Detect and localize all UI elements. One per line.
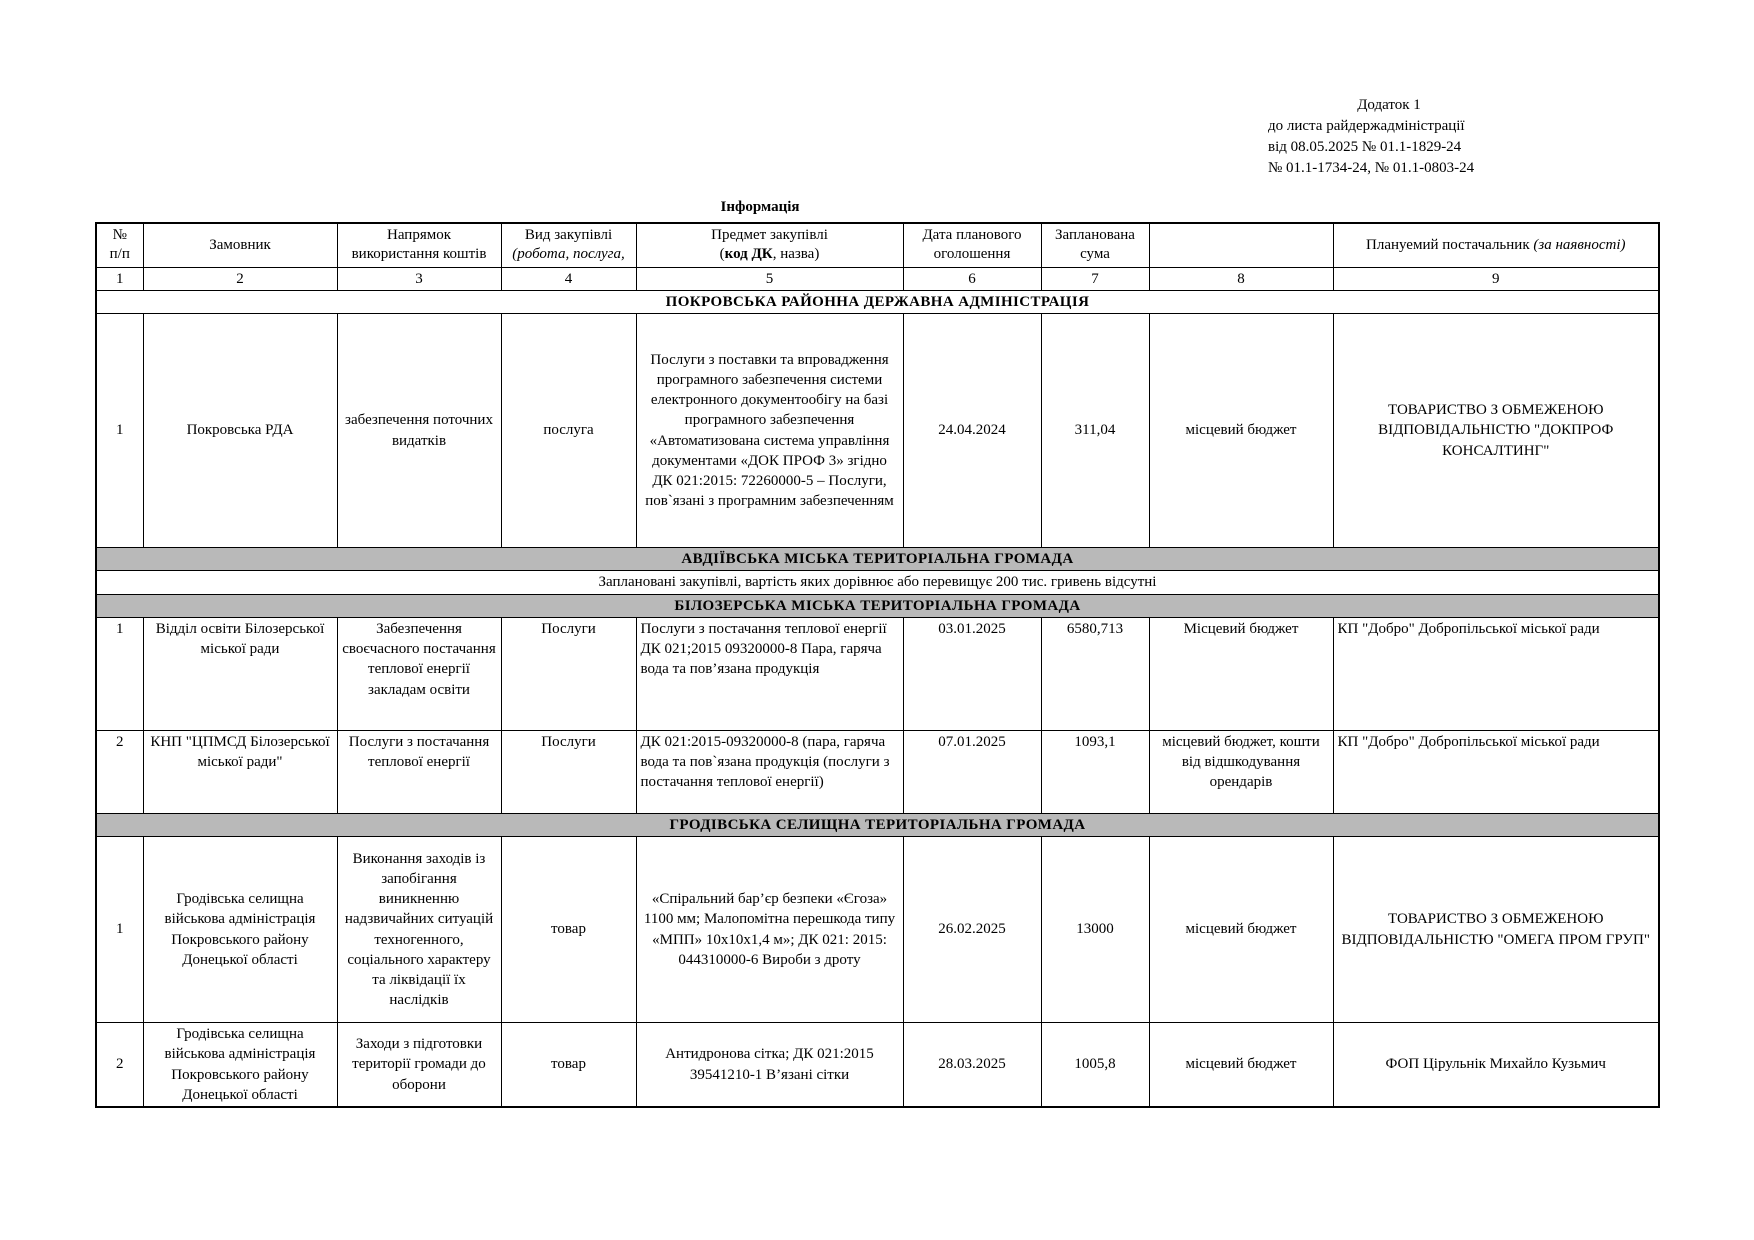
cell-num: 2 — [96, 1023, 143, 1108]
colnum-cell: 2 — [143, 267, 337, 290]
header-supplier — [1333, 223, 1659, 267]
section-header-row-pokrovska — [96, 290, 1659, 313]
cell-date: 28.03.2025 — [903, 1023, 1041, 1108]
cell-funding: місцевий бюджет — [1149, 314, 1333, 548]
note-row — [96, 571, 1659, 594]
header-supplier-italic: (за наявності) — [1533, 236, 1626, 253]
cell-funding: місцевий бюджет — [1149, 837, 1333, 1023]
header-subject — [636, 223, 903, 267]
cell-funding: місцевий бюджет, кошти від відшкодування орендарів — [1149, 730, 1333, 813]
cell-subject: Послуги з постачання теплової енергії ДК 021;2015 09320000-8 Пара, гаряча вода та пов’язана продукція — [636, 617, 903, 730]
cell-funding: Місцевий бюджет — [1149, 617, 1333, 730]
table-row — [96, 314, 1659, 548]
header-num — [96, 223, 143, 267]
cell-customer: КНП "ЦПМСД Білозерської міської ради" — [143, 730, 337, 813]
cell-type: послуга — [501, 314, 636, 548]
page-title: Інформація — [720, 199, 800, 215]
cell-sum: 6580,713 — [1041, 617, 1149, 730]
table-row — [96, 730, 1659, 813]
section-title: АВДІЇВСЬКА МІСЬКА ТЕРИТОРІАЛЬНА ГРОМАДА — [96, 548, 1659, 571]
header-date — [903, 223, 1041, 267]
cell-date: 07.01.2025 — [903, 730, 1041, 813]
cell-customer: Відділ освіти Білозерської міської ради — [143, 617, 337, 730]
colnum-cell: 4 — [501, 267, 636, 290]
cell-subject: Антидронова сітка; ДК 021:2015 39541210-1 В’язані сітки — [636, 1023, 903, 1108]
cell-num: 1 — [96, 617, 143, 730]
cell-direction: Заходи з підготовки території громади до оборони — [337, 1023, 501, 1108]
header-customer: Замовник — [143, 223, 337, 267]
procurement-table — [95, 222, 1660, 1108]
header-direction-line2: використання коштів — [351, 246, 487, 263]
appendix-header — [1268, 95, 1510, 179]
colnum-cell: 8 — [1149, 267, 1333, 290]
section-header-row-bilozerska — [96, 594, 1659, 617]
cell-customer: Покровська РДА — [143, 314, 337, 548]
header-direction — [337, 223, 501, 267]
header-subject-line2: (код ДК, назва) — [719, 246, 820, 263]
header-type — [501, 223, 636, 267]
cell-supplier: ТОВАРИСТВО З ОБМЕЖЕНОЮ ВІДПОВІДАЛЬНІСТЮ "ОМЕГА ПРОМ ГРУП" — [1333, 837, 1659, 1023]
cell-num: 1 — [96, 314, 143, 548]
cell-date: 26.02.2025 — [903, 837, 1041, 1023]
cell-type: Послуги — [501, 730, 636, 813]
appendix-line: Додаток 1 — [1357, 97, 1421, 113]
header-supplier-main: Плануемий постачальник — [1366, 236, 1530, 253]
appendix-line: до листа райдержадміністрації — [1268, 118, 1465, 134]
cell-type: Послуги — [501, 617, 636, 730]
appendix-line: № 01.1-1734-24, № 01.1-0803-24 — [1268, 160, 1475, 176]
cell-direction: Забезпечення своєчасного постачання теплової енергії закладам освіти — [337, 617, 501, 730]
cell-num: 2 — [96, 730, 143, 813]
cell-date: 03.01.2025 — [903, 617, 1041, 730]
cell-direction: забезпечення поточних видатків — [337, 314, 501, 548]
table-header-row — [96, 223, 1659, 267]
section-title: ПОКРОВСЬКА РАЙОННА ДЕРЖАВНА АДМІНІСТРАЦІЯ — [96, 290, 1659, 313]
section-title: БІЛОЗЕРСЬКА МІСЬКА ТЕРИТОРІАЛЬНА ГРОМАДА — [96, 594, 1659, 617]
section-note: Заплановані закупівлі, вартість яких дорівнює або перевищує 200 тис. гривень відсутні — [96, 571, 1659, 594]
header-sum-line1: Запланована — [1055, 226, 1135, 243]
cell-subject: «Спіральний бар’єр безпеки «Єгоза» 1100 мм; Малопомітна перешкода типу «МПП» 10х10х1,4 м»; ДК 021: 2015: 044310000-6 Вироби з дроту — [636, 837, 903, 1023]
cell-sum: 1093,1 — [1041, 730, 1149, 813]
cell-funding: місцевий бюджет — [1149, 1023, 1333, 1108]
cell-supplier: ТОВАРИСТВО З ОБМЕЖЕНОЮ ВІДПОВІДАЛЬНІСТЮ "ДОКПРОФ КОНСАЛТИНГ" — [1333, 314, 1659, 548]
colnum-cell: 7 — [1041, 267, 1149, 290]
table-row — [96, 617, 1659, 730]
colnum-cell: 5 — [636, 267, 903, 290]
cell-sum: 311,04 — [1041, 314, 1149, 548]
cell-subject: Послуги з поставки та впровадження програмного забезпечення системи електронного документообігу на базі програмного забезпечення «Автоматизована система управління документами «ДОК ПРОФ 3» згідно ДК 021:2015: 72260000-5 – Послуги, пов`язані з програмним забезпеченням — [636, 314, 903, 548]
cell-type: товар — [501, 1023, 636, 1108]
cell-supplier: ФОП Цірульнік Михайло Кузьмич — [1333, 1023, 1659, 1108]
cell-supplier: КП "Добро" Добропільської міської ради — [1333, 730, 1659, 813]
cell-subject: ДК 021:2015-09320000-8 (пара, гаряча вода та пов`язана продукція (послуги з постачання теплової енергії) — [636, 730, 903, 813]
cell-date: 24.04.2024 — [903, 314, 1041, 548]
header-sum-line2: сума — [1080, 246, 1110, 263]
cell-type: товар — [501, 837, 636, 1023]
header-date-line1: Дата планового — [922, 226, 1022, 243]
colnum-cell: 9 — [1333, 267, 1659, 290]
cell-direction: Виконання заходів із запобігання виникненню надзвичайних ситуацій техногенного, соціального характеру та ліквідації їх наслідків — [337, 837, 501, 1023]
section-header-row-avdiivka — [96, 548, 1659, 571]
header-num-line1: № — [112, 226, 127, 243]
appendix-line: від 08.05.2025 № 01.1-1829-24 — [1268, 139, 1462, 155]
cell-num: 1 — [96, 837, 143, 1023]
header-direction-line1: Напрямок — [387, 226, 451, 243]
cell-customer: Гродівська селищна військова адміністрація Покровського району Донецької області — [143, 1023, 337, 1108]
table-row — [96, 837, 1659, 1023]
cell-sum: 1005,8 — [1041, 1023, 1149, 1108]
header-sum — [1041, 223, 1149, 267]
header-date-line2: оголошення — [933, 246, 1011, 263]
cell-supplier: КП "Добро" Добропільської міської ради — [1333, 617, 1659, 730]
header-subject-line1: Предмет закупівлі — [711, 226, 828, 243]
section-header-row-hrodivska — [96, 813, 1659, 836]
cell-customer: Гродівська селищна військова адміністрація Покровського району Донецької області — [143, 837, 337, 1023]
header-type-line1: Вид закупівлі — [524, 226, 613, 243]
column-numbers-row — [96, 267, 1659, 290]
cell-sum: 13000 — [1041, 837, 1149, 1023]
table-row — [96, 1023, 1659, 1108]
colnum-cell: 1 — [96, 267, 143, 290]
colnum-cell: 3 — [337, 267, 501, 290]
header-funding — [1149, 223, 1333, 267]
colnum-cell: 6 — [903, 267, 1041, 290]
header-num-line2: п/п — [109, 246, 130, 263]
cell-direction: Послуги з постачання теплової енергії — [337, 730, 501, 813]
section-title: ГРОДІВСЬКА СЕЛИЩНА ТЕРИТОРІАЛЬНА ГРОМАДА — [96, 813, 1659, 836]
header-type-line2: (робота, послуга, — [512, 246, 625, 263]
